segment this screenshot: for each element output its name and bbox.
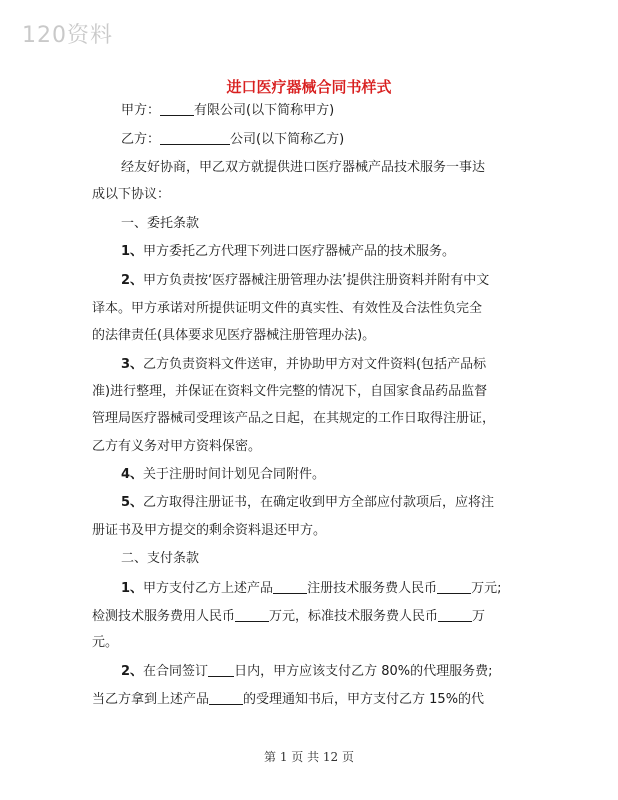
clause-5-line-1 [121, 494, 494, 512]
section-2-heading: 二、支付条款 [121, 551, 200, 566]
clause-1-text: 甲方委托乙方代理下列进口医疗器械产品的技术服务。 [143, 244, 456, 259]
payment-2-text-d: 的受理通知书后，甲方支付乙方 15%的代 [243, 692, 485, 707]
payment-2-text-c: 当乙方拿到上述产品 [92, 692, 210, 707]
intro-line-1: 经友好协商，甲乙双方就提供进口医疗器械产品技术服务一事达 [121, 160, 486, 175]
clause-2-text-1: 甲方负责按‘医疗器械注册管理办法’提供注册资料并附有中文 [143, 273, 490, 288]
payment-2-blank-2 [209, 690, 243, 705]
party-a-rest: 有限公司(以下简称甲方) [194, 103, 335, 118]
payment-1-blank-2 [437, 579, 471, 594]
party-b-rest: 公司(以下简称乙方) [230, 132, 345, 147]
payment-2-text-b: 日内，甲方应该支付乙方 80%的代理服务费; [234, 664, 493, 679]
clause-1-number: 1、 [121, 244, 144, 259]
payment-1-line-3: 元。 [92, 635, 119, 650]
party-a-line [121, 101, 334, 120]
clause-4 [121, 466, 325, 484]
clause-4-number: 4、 [121, 467, 144, 482]
payment-1-line-1 [121, 579, 501, 598]
payment-1-text-d: 检测技术服务费用人民币 [92, 609, 236, 624]
clause-3-number: 3、 [121, 357, 144, 372]
page-footer: 第 1 页 共 12 页 [264, 750, 354, 764]
party-a-label: 甲方： [121, 103, 161, 118]
intro-line-2: 成以下协议： [92, 187, 171, 202]
party-b-line [121, 130, 344, 149]
party-b-label: 乙方： [121, 132, 161, 147]
payment-2-blank-1 [208, 662, 234, 677]
payment-1-text-e: 万元，标准技术服务费人民币 [269, 609, 439, 624]
clause-2-number: 2、 [121, 273, 144, 288]
payment-1-text-b: 注册技术服务费人民币 [307, 581, 438, 596]
payment-1-blank-1 [273, 579, 307, 594]
clause-1 [121, 243, 455, 261]
party-a-blank [160, 101, 194, 116]
clause-4-text: 关于注册时间计划见合同附件。 [143, 467, 326, 482]
clause-3-line-4: 乙方有义务对甲方资料保密。 [92, 439, 262, 454]
payment-2-number: 2、 [121, 664, 144, 679]
clause-3-text-1: 乙方负责资料文件送审，并协助甲方对文件资料(包括产品标 [143, 357, 487, 372]
clause-3-line-3: 管理局医疗器械司受理该产品之日起，在其规定的工作日取得注册证， [92, 411, 496, 426]
clause-2-line-2: 译本。甲方承诺对所提供证明文件的真实性、有效性及合法性负完全 [92, 301, 483, 316]
payment-1-line-2 [92, 607, 485, 626]
clause-3-line-1 [121, 356, 486, 374]
document-title: 进口医疗器械合同书样式 [226, 78, 392, 96]
watermark: 120资料 [22, 23, 113, 48]
party-b-blank [160, 130, 230, 145]
payment-2-line-1 [121, 662, 492, 681]
payment-1-number: 1、 [121, 581, 144, 596]
payment-2-line-2 [92, 690, 484, 709]
payment-1-blank-4 [438, 607, 472, 622]
clause-2-line-3: 的法律责任(具体要求见医疗器械注册管理办法)。 [92, 328, 376, 343]
payment-1-text-f: 万 [472, 609, 486, 624]
payment-1-text-c: 万元; [471, 581, 502, 596]
clause-5-number: 5、 [121, 495, 144, 510]
clause-5-line-2: 册证书及甲方提交的剩余资料退还甲方。 [92, 523, 327, 538]
section-1-heading: 一、委托条款 [121, 216, 200, 231]
payment-1-blank-3 [235, 607, 269, 622]
clause-5-text-1: 乙方取得注册证书，在确定收到甲方全部应付款项后，应将注 [143, 495, 495, 510]
payment-1-text-a: 甲方支付乙方上述产品 [143, 581, 274, 596]
clause-3-line-2: 准)进行整理，并保证在资料文件完整的情况下，自国家食品药品监督 [92, 384, 488, 399]
clause-2-line-1 [121, 272, 489, 290]
payment-2-text-a: 在合同签订 [143, 664, 209, 679]
